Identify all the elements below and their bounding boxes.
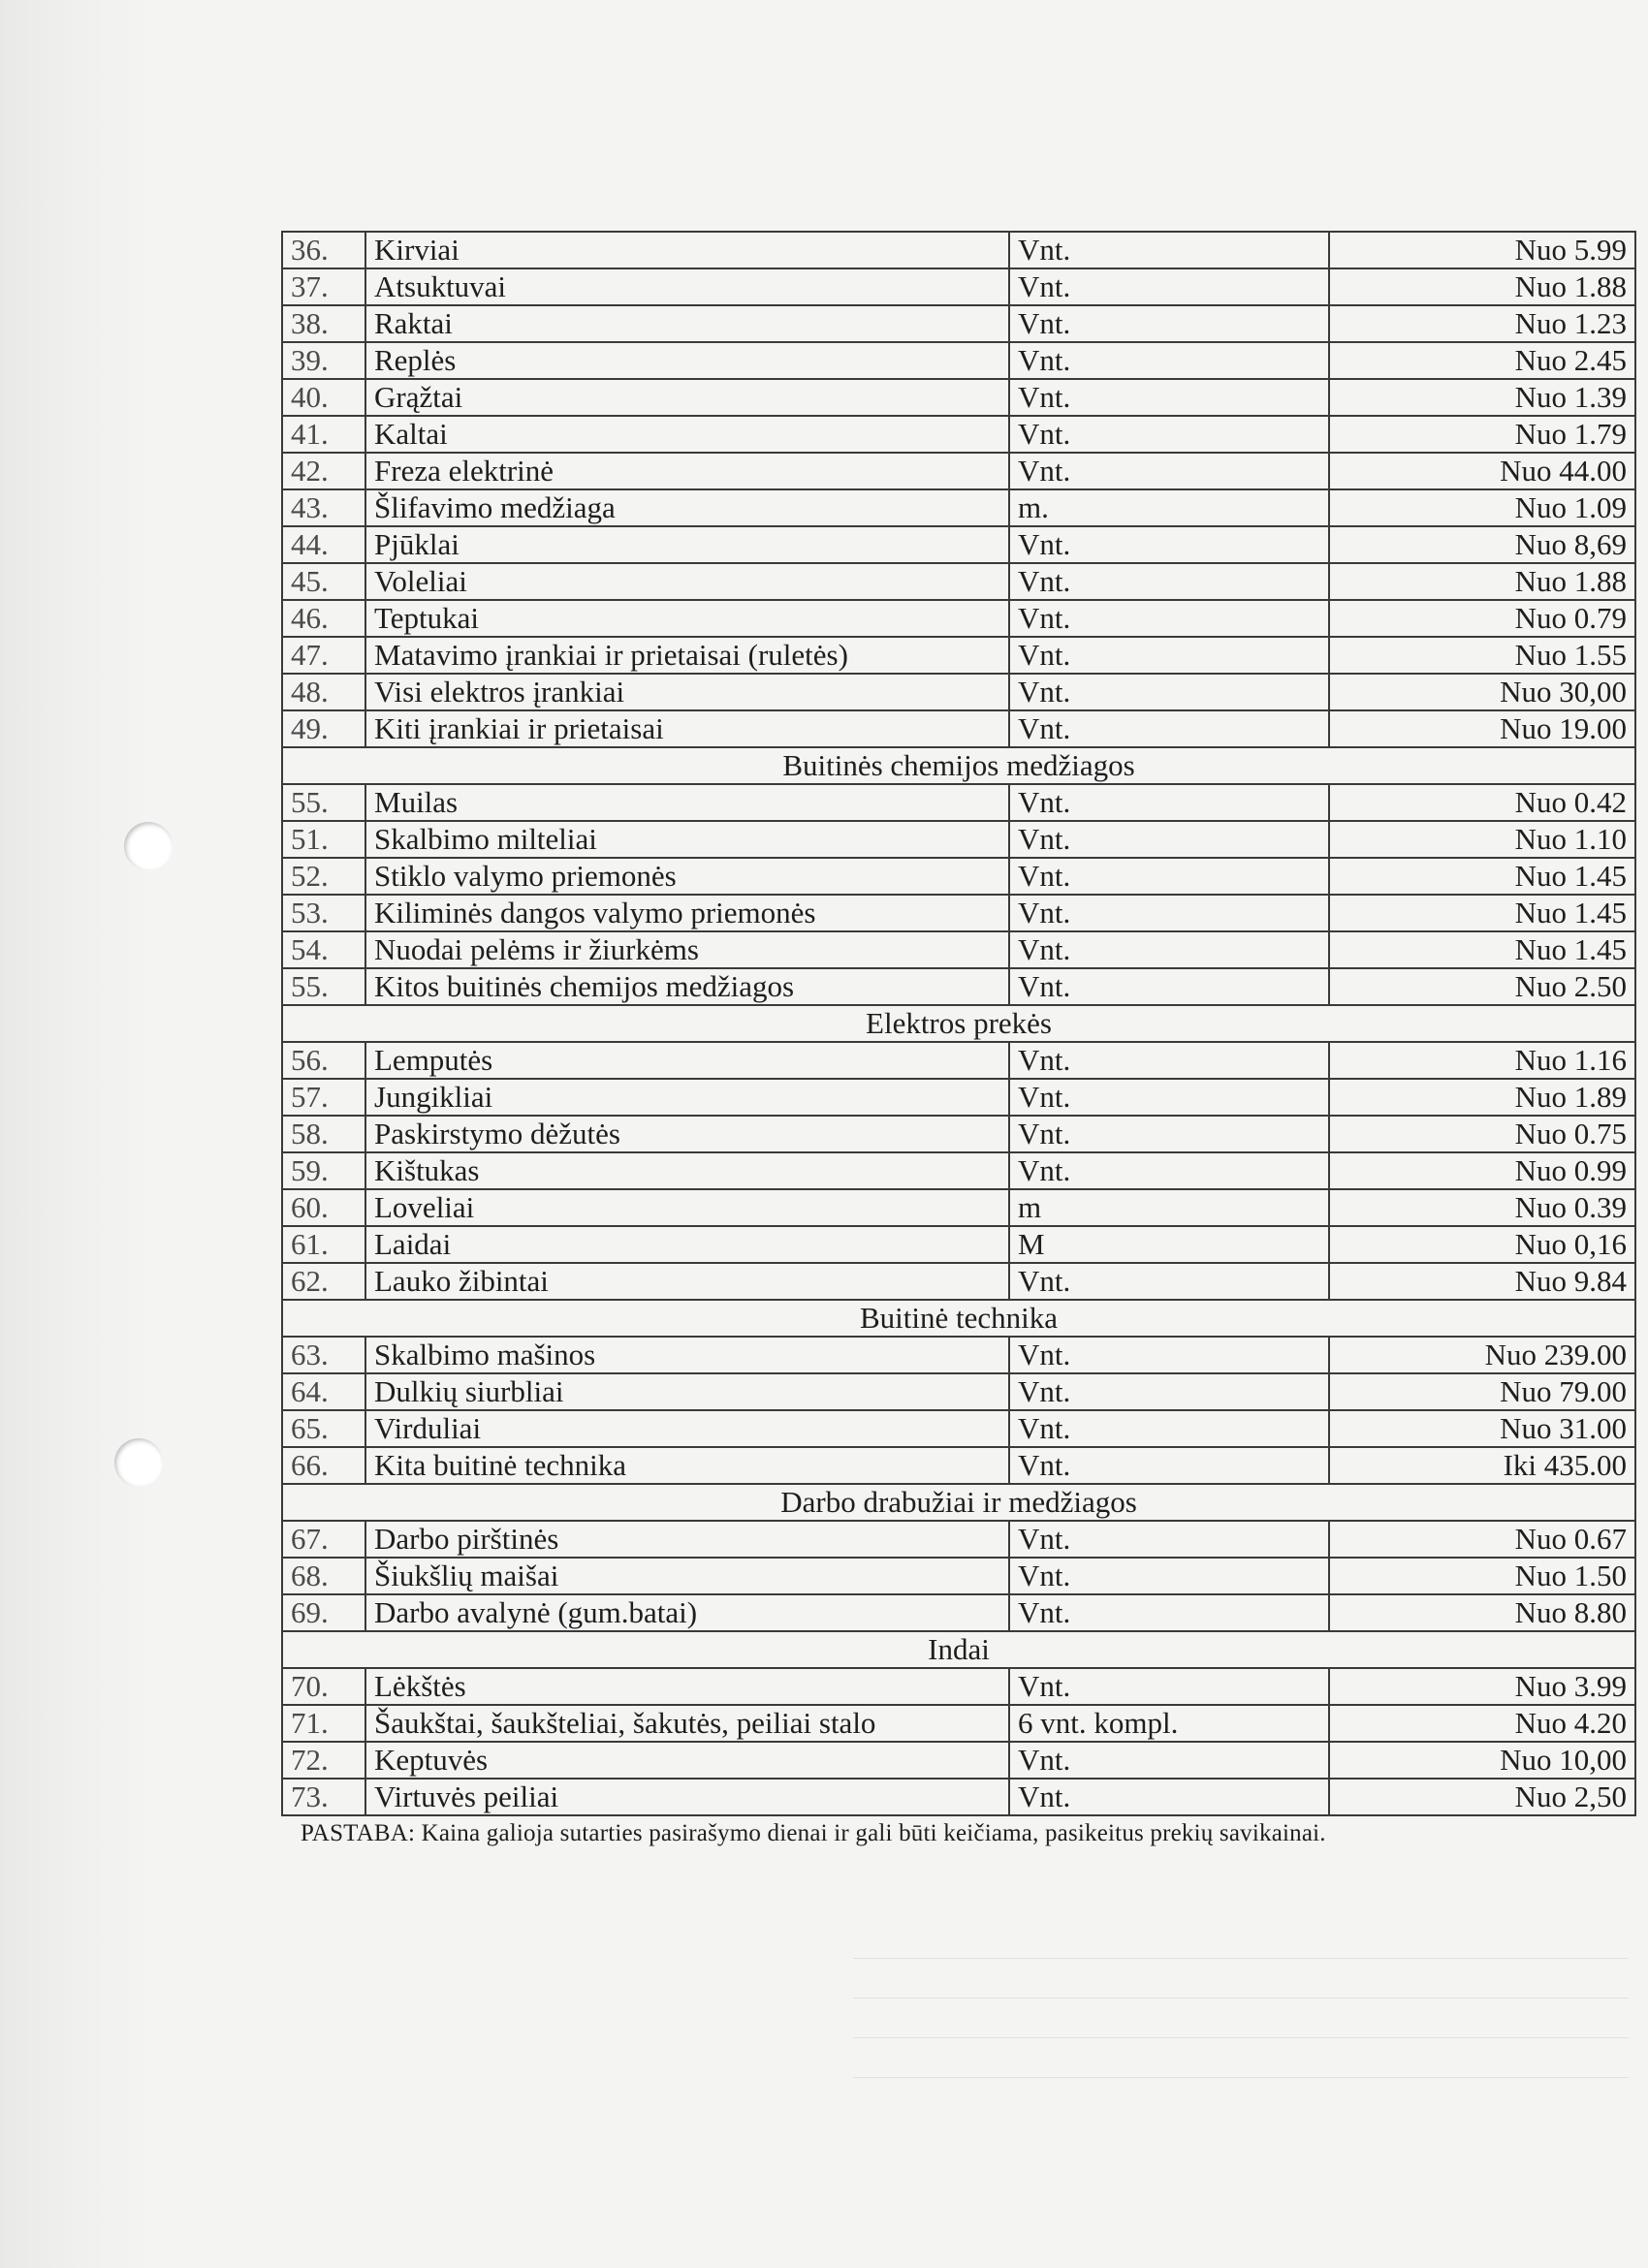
item-number: 44.: [282, 526, 365, 563]
page-margin-shadow: [0, 0, 155, 2268]
item-unit: Vnt.: [1009, 710, 1329, 747]
item-number: 61.: [282, 1226, 365, 1263]
item-price: Nuo 1.10: [1329, 821, 1635, 858]
table-row: [282, 931, 1635, 968]
punch-hole: [124, 822, 173, 870]
item-unit: Vnt.: [1009, 1152, 1329, 1189]
price-table-body: [282, 232, 1635, 1815]
item-name: Kištukas: [365, 1152, 1009, 1189]
table-row: [282, 1594, 1635, 1631]
table-row: [282, 1410, 1635, 1447]
item-name: Paskirstymo dėžutės: [365, 1116, 1009, 1152]
item-number: 41.: [282, 416, 365, 453]
section-header-row: [282, 1300, 1635, 1337]
item-price: Nuo 0.75: [1329, 1116, 1635, 1152]
item-price: Nuo 1.09: [1329, 489, 1635, 526]
item-name: Atsuktuvai: [365, 268, 1009, 305]
item-price: Nuo 1.79: [1329, 416, 1635, 453]
table-row: [282, 821, 1635, 858]
item-price: Nuo 8.80: [1329, 1594, 1635, 1631]
section-title: Buitinė technika: [282, 1300, 1635, 1337]
item-unit: Vnt.: [1009, 895, 1329, 931]
table-row: [282, 453, 1635, 489]
item-price: Nuo 1.45: [1329, 931, 1635, 968]
item-unit: Vnt.: [1009, 1742, 1329, 1779]
item-unit: Vnt.: [1009, 453, 1329, 489]
item-number: 52.: [282, 858, 365, 895]
item-number: 69.: [282, 1594, 365, 1631]
table-row: [282, 305, 1635, 342]
item-name: Visi elektros įrankiai: [365, 674, 1009, 710]
item-number: 55.: [282, 784, 365, 821]
item-name: Raktai: [365, 305, 1009, 342]
section-title: Elektros prekės: [282, 1005, 1635, 1042]
item-unit: 6 vnt. kompl.: [1009, 1705, 1329, 1742]
table-row: [282, 1152, 1635, 1189]
item-price: Nuo 0,16: [1329, 1226, 1635, 1263]
item-number: 51.: [282, 821, 365, 858]
item-unit: Vnt.: [1009, 784, 1329, 821]
item-name: Matavimo įrankiai ir prietaisai (ruletės): [365, 637, 1009, 674]
item-price: Nuo 1.45: [1329, 858, 1635, 895]
item-price: Nuo 1.45: [1329, 895, 1635, 931]
item-unit: Vnt.: [1009, 526, 1329, 563]
item-name: Skalbimo milteliai: [365, 821, 1009, 858]
item-number: 64.: [282, 1373, 365, 1410]
item-name: Voleliai: [365, 563, 1009, 600]
item-number: 65.: [282, 1410, 365, 1447]
table-row: [282, 1189, 1635, 1226]
section-header-row: [282, 1631, 1635, 1668]
item-unit: Vnt.: [1009, 379, 1329, 416]
item-name: Pjūklai: [365, 526, 1009, 563]
item-price: Nuo 239.00: [1329, 1337, 1635, 1373]
table-row: [282, 342, 1635, 379]
item-price: Nuo 3.99: [1329, 1668, 1635, 1705]
item-number: 53.: [282, 895, 365, 931]
item-name: Darbo pirštinės: [365, 1521, 1009, 1558]
item-number: 56.: [282, 1042, 365, 1079]
item-number: 60.: [282, 1189, 365, 1226]
item-price: Nuo 30,00: [1329, 674, 1635, 710]
table-row: [282, 1226, 1635, 1263]
table-row: [282, 1521, 1635, 1558]
section-title: Buitinės chemijos medžiagos: [282, 747, 1635, 784]
item-number: 70.: [282, 1668, 365, 1705]
item-name: Stiklo valymo priemonės: [365, 858, 1009, 895]
item-unit: Vnt.: [1009, 342, 1329, 379]
table-row: [282, 968, 1635, 1005]
item-price: Iki 435.00: [1329, 1447, 1635, 1484]
item-price: Nuo 10,00: [1329, 1742, 1635, 1779]
item-number: 46.: [282, 600, 365, 637]
item-number: 68.: [282, 1558, 365, 1594]
item-number: 43.: [282, 489, 365, 526]
section-title: Indai: [282, 1631, 1635, 1668]
item-name: Kirviai: [365, 232, 1009, 268]
item-price: Nuo 2.45: [1329, 342, 1635, 379]
item-name: Kitos buitinės chemijos medžiagos: [365, 968, 1009, 1005]
item-number: 62.: [282, 1263, 365, 1300]
item-name: Loveliai: [365, 1189, 1009, 1226]
item-price: Nuo 1.50: [1329, 1558, 1635, 1594]
item-number: 71.: [282, 1705, 365, 1742]
item-name: Nuodai pelėms ir žiurkėms: [365, 931, 1009, 968]
item-unit: M: [1009, 1226, 1329, 1263]
section-header-row: [282, 747, 1635, 784]
item-unit: Vnt.: [1009, 232, 1329, 268]
item-number: 36.: [282, 232, 365, 268]
item-name: Lemputės: [365, 1042, 1009, 1079]
item-number: 49.: [282, 710, 365, 747]
item-price: Nuo 79.00: [1329, 1373, 1635, 1410]
item-number: 73.: [282, 1779, 365, 1815]
item-unit: Vnt.: [1009, 858, 1329, 895]
item-name: Lauko žibintai: [365, 1263, 1009, 1300]
item-name: Lėkštės: [365, 1668, 1009, 1705]
table-row: [282, 858, 1635, 895]
item-number: 45.: [282, 563, 365, 600]
table-row: [282, 1116, 1635, 1152]
section-header-row: [282, 1484, 1635, 1521]
item-number: 39.: [282, 342, 365, 379]
table-row: [282, 710, 1635, 747]
item-price: Nuo 1.55: [1329, 637, 1635, 674]
item-price: Nuo 2.50: [1329, 968, 1635, 1005]
item-unit: Vnt.: [1009, 416, 1329, 453]
table-row: [282, 268, 1635, 305]
item-number: 57.: [282, 1079, 365, 1116]
item-number: 47.: [282, 637, 365, 674]
item-unit: Vnt.: [1009, 600, 1329, 637]
table-row: [282, 1337, 1635, 1373]
item-name: Muilas: [365, 784, 1009, 821]
item-price: Nuo 8,69: [1329, 526, 1635, 563]
item-name: Keptuvės: [365, 1742, 1009, 1779]
table-row: [282, 232, 1635, 268]
item-price: Nuo 1.88: [1329, 268, 1635, 305]
table-row: [282, 1668, 1635, 1705]
item-price: Nuo 1.88: [1329, 563, 1635, 600]
item-unit: Vnt.: [1009, 1521, 1329, 1558]
item-unit: Vnt.: [1009, 305, 1329, 342]
item-number: 55.: [282, 968, 365, 1005]
section-title: Darbo drabužiai ir medžiagos: [282, 1484, 1635, 1521]
item-price: Nuo 31.00: [1329, 1410, 1635, 1447]
table-row: [282, 674, 1635, 710]
item-name: Šaukštai, šaukšteliai, šakutės, peiliai stalo: [365, 1705, 1009, 1742]
item-number: 59.: [282, 1152, 365, 1189]
item-number: 42.: [282, 453, 365, 489]
item-number: 63.: [282, 1337, 365, 1373]
table-row: [282, 1742, 1635, 1779]
table-row: [282, 563, 1635, 600]
item-unit: Vnt.: [1009, 1042, 1329, 1079]
item-price: Nuo 0.79: [1329, 600, 1635, 637]
item-unit: Vnt.: [1009, 821, 1329, 858]
item-price: Nuo 19.00: [1329, 710, 1635, 747]
item-price: Nuo 2,50: [1329, 1779, 1635, 1815]
item-name: Jungikliai: [365, 1079, 1009, 1116]
item-price: Nuo 0.67: [1329, 1521, 1635, 1558]
item-number: 66.: [282, 1447, 365, 1484]
item-unit: Vnt.: [1009, 268, 1329, 305]
bleed-through-text: [853, 1919, 1629, 2078]
table-row: [282, 784, 1635, 821]
item-unit: Vnt.: [1009, 1410, 1329, 1447]
table-row: [282, 1263, 1635, 1300]
item-price: Nuo 5.99: [1329, 232, 1635, 268]
item-name: Freza elektrinė: [365, 453, 1009, 489]
item-unit: Vnt.: [1009, 1594, 1329, 1631]
item-unit: m.: [1009, 489, 1329, 526]
item-name: Virduliai: [365, 1410, 1009, 1447]
item-unit: Vnt.: [1009, 1263, 1329, 1300]
punch-hole: [114, 1438, 163, 1487]
item-name: Kiti įrankiai ir prietaisai: [365, 710, 1009, 747]
item-price: Nuo 0.39: [1329, 1189, 1635, 1226]
item-number: 72.: [282, 1742, 365, 1779]
item-price: Nuo 1.23: [1329, 305, 1635, 342]
item-name: Šiukšlių maišai: [365, 1558, 1009, 1594]
item-unit: Vnt.: [1009, 563, 1329, 600]
item-unit: Vnt.: [1009, 1558, 1329, 1594]
item-name: Kaltai: [365, 416, 1009, 453]
table-row: [282, 600, 1635, 637]
section-header-row: [282, 1005, 1635, 1042]
table-row: [282, 637, 1635, 674]
item-name: Darbo avalynė (gum.batai): [365, 1594, 1009, 1631]
item-unit: Vnt.: [1009, 1668, 1329, 1705]
item-price: Nuo 44.00: [1329, 453, 1635, 489]
item-unit: Vnt.: [1009, 968, 1329, 1005]
item-price: Nuo 1.16: [1329, 1042, 1635, 1079]
table-row: [282, 1373, 1635, 1410]
item-price: Nuo 4.20: [1329, 1705, 1635, 1742]
item-unit: Vnt.: [1009, 1447, 1329, 1484]
item-price: Nuo 1.39: [1329, 379, 1635, 416]
item-unit: Vnt.: [1009, 1337, 1329, 1373]
item-name: Kita buitinė technika: [365, 1447, 1009, 1484]
item-name: Replės: [365, 342, 1009, 379]
table-row: [282, 895, 1635, 931]
item-number: 37.: [282, 268, 365, 305]
item-unit: m: [1009, 1189, 1329, 1226]
item-price: Nuo 1.89: [1329, 1079, 1635, 1116]
table-row: [282, 1705, 1635, 1742]
item-name: Šlifavimo medžiaga: [365, 489, 1009, 526]
item-unit: Vnt.: [1009, 1079, 1329, 1116]
table-row: [282, 1558, 1635, 1594]
item-name: Laidai: [365, 1226, 1009, 1263]
item-number: 58.: [282, 1116, 365, 1152]
table-row: [282, 1042, 1635, 1079]
table-row: [282, 1079, 1635, 1116]
table-row: [282, 526, 1635, 563]
item-number: 48.: [282, 674, 365, 710]
item-number: 40.: [282, 379, 365, 416]
table-row: [282, 489, 1635, 526]
item-price: Nuo 0.42: [1329, 784, 1635, 821]
item-name: Grąžtai: [365, 379, 1009, 416]
item-number: 38.: [282, 305, 365, 342]
item-price: Nuo 9.84: [1329, 1263, 1635, 1300]
item-unit: Vnt.: [1009, 931, 1329, 968]
item-name: Dulkių siurbliai: [365, 1373, 1009, 1410]
item-name: Virtuvės peiliai: [365, 1779, 1009, 1815]
item-unit: Vnt.: [1009, 1779, 1329, 1815]
table-row: [282, 1447, 1635, 1484]
footnote: PASTABA: Kaina galioja sutarties pasirašymo dienai ir gali būti keičiama, pasikeitus prekių savikainai.: [301, 1820, 1326, 1846]
price-table: [281, 231, 1636, 1816]
item-unit: Vnt.: [1009, 637, 1329, 674]
item-price: Nuo 0.99: [1329, 1152, 1635, 1189]
item-unit: Vnt.: [1009, 674, 1329, 710]
item-name: Teptukai: [365, 600, 1009, 637]
item-name: Kiliminės dangos valymo priemonės: [365, 895, 1009, 931]
price-list-sheet: [281, 231, 1634, 1847]
item-name: Skalbimo mašinos: [365, 1337, 1009, 1373]
table-row: [282, 1779, 1635, 1815]
item-unit: Vnt.: [1009, 1373, 1329, 1410]
item-number: 54.: [282, 931, 365, 968]
item-unit: Vnt.: [1009, 1116, 1329, 1152]
item-number: 67.: [282, 1521, 365, 1558]
table-row: [282, 416, 1635, 453]
table-row: [282, 379, 1635, 416]
